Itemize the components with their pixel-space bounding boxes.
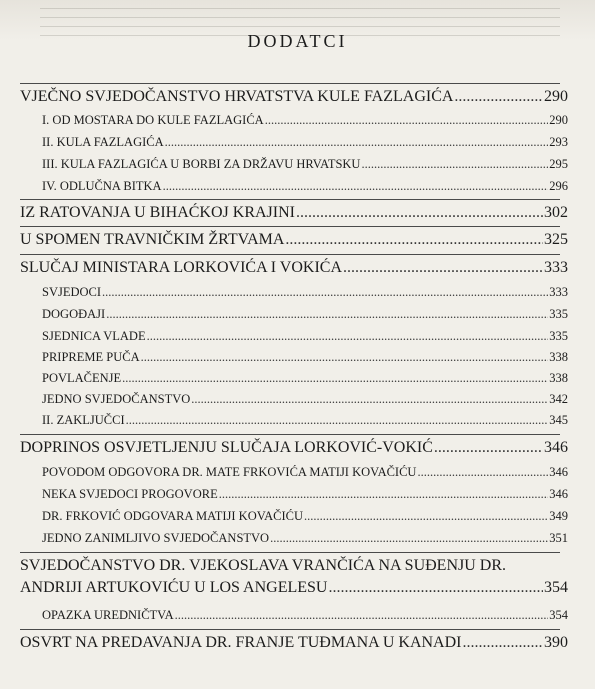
toc-subsection[interactable] xyxy=(20,329,568,344)
dot-leader xyxy=(434,439,543,457)
toc-subsection[interactable] xyxy=(20,371,568,386)
toc-page-number: 390 xyxy=(544,634,568,651)
toc-subsection[interactable] xyxy=(20,285,568,300)
dot-leader xyxy=(417,465,548,480)
toc-section[interactable] xyxy=(20,439,568,457)
dot-leader xyxy=(126,413,549,428)
toc-page-number: 346 xyxy=(549,487,568,501)
toc-title: SVJEDOCI xyxy=(42,285,102,299)
section-rule xyxy=(20,83,560,84)
dot-leader xyxy=(219,487,549,502)
dot-leader xyxy=(462,634,543,652)
dot-leader xyxy=(265,113,549,128)
toc-page-number: 354 xyxy=(549,608,568,622)
toc-title: IV. ODLUČNA BITKA xyxy=(42,179,162,193)
toc-title: OPAZKA UREDNIČTVA xyxy=(42,608,174,622)
dot-leader xyxy=(270,531,548,546)
page-title: DODATCI xyxy=(247,31,348,51)
toc-page-number: 333 xyxy=(544,259,568,276)
section-rule xyxy=(20,434,560,435)
toc-page-number: 338 xyxy=(549,371,568,385)
toc-section[interactable] xyxy=(20,88,568,106)
section-rule xyxy=(20,199,560,200)
toc-page-number: 342 xyxy=(549,392,568,406)
toc-title: OSVRT NA PREDAVANJA DR. FRANJE TUĐMANA U KANADI xyxy=(20,634,462,651)
toc-title: I. OD MOSTARA DO KULE FAZLAGIĆA xyxy=(42,113,264,127)
section-rule xyxy=(20,254,560,255)
toc-page-number: 351 xyxy=(549,531,568,545)
section-rule xyxy=(20,629,560,630)
toc-subsection[interactable] xyxy=(20,179,568,194)
toc-page-number: 335 xyxy=(549,307,568,321)
table-of-contents xyxy=(20,88,568,678)
section-rule xyxy=(20,552,560,553)
toc-subsection[interactable] xyxy=(20,608,568,623)
toc-title: II. ZAKLJUČCI xyxy=(42,413,125,427)
toc-title-line2: ANDRIJI ARTUKOVIĆU U LOS ANGELESU xyxy=(20,579,328,596)
dot-leader xyxy=(454,88,543,106)
toc-title: PRIPREME PUČA xyxy=(42,350,140,364)
toc-title: SLUČAJ MINISTARA LORKOVIĆA I VOKIĆA xyxy=(20,259,342,276)
dot-leader xyxy=(141,350,549,365)
toc-title: DR. FRKOVIĆ ODGOVARA MATIJI KOVAČIĆU xyxy=(42,509,304,523)
toc-subsection[interactable] xyxy=(20,509,568,524)
toc-page-number: 296 xyxy=(549,179,568,193)
toc-subsection[interactable] xyxy=(20,135,568,150)
toc-subsection[interactable] xyxy=(20,113,568,128)
dot-leader xyxy=(175,608,549,623)
dot-leader xyxy=(102,285,548,300)
toc-title: NEKA SVJEDOCI PROGOVORE xyxy=(42,487,218,501)
toc-title: IZ RATOVANJA U BIHAĆKOJ KRAJINI xyxy=(20,204,295,221)
toc-section[interactable] xyxy=(20,259,568,277)
toc-page-number: 346 xyxy=(544,439,568,456)
toc-title: II. KULA FAZLAGIĆA xyxy=(42,135,164,149)
dot-leader xyxy=(296,204,543,222)
toc-title: U SPOMEN TRAVNIČKIM ŽRTVAMA xyxy=(20,231,285,248)
toc-page-number: 293 xyxy=(549,135,568,149)
dot-leader xyxy=(165,135,549,150)
toc-section[interactable] xyxy=(20,634,568,652)
dot-leader xyxy=(106,307,548,322)
toc-title-line1: SVJEDOČANSTVO DR. VJEKOSLAVA VRANČIĆA NA SUĐENJU DR. xyxy=(20,557,507,574)
dot-leader xyxy=(122,371,548,386)
toc-subsection[interactable] xyxy=(20,413,568,428)
toc-title: JEDNO ZANIMLJIVO SVJEDOČANSTVO xyxy=(42,531,270,545)
toc-title: JEDNO SVJEDOČANSTVO xyxy=(42,392,191,406)
toc-subsection[interactable] xyxy=(20,392,568,407)
toc-section[interactable] xyxy=(20,204,568,222)
toc-section[interactable] xyxy=(20,557,568,597)
dot-leader xyxy=(285,231,543,249)
toc-page-number: 333 xyxy=(549,285,568,299)
toc-page-number: 295 xyxy=(549,157,568,171)
toc-title: III. KULA FAZLAGIĆA U BORBI ZA DRŽAVU HRVATSKU xyxy=(42,157,361,171)
toc-subsection[interactable] xyxy=(20,350,568,365)
dot-leader xyxy=(361,157,548,172)
dot-leader xyxy=(191,392,548,407)
toc-section[interactable] xyxy=(20,231,568,249)
toc-page-number: 325 xyxy=(544,231,568,248)
toc-subsection[interactable] xyxy=(20,531,568,546)
toc-page-number: 338 xyxy=(549,350,568,364)
toc-title: VJEČNO SVJEDOČANSTVO HRVATSTVA KULE FAZLAGIĆA xyxy=(20,88,454,105)
toc-page-number: 290 xyxy=(544,88,568,105)
dot-leader xyxy=(147,329,549,344)
toc-page-number: 349 xyxy=(549,509,568,523)
toc-subsection[interactable] xyxy=(20,157,568,172)
toc-subsection[interactable] xyxy=(20,465,568,480)
section-rule xyxy=(20,226,560,227)
toc-page-number: 335 xyxy=(549,329,568,343)
toc-page-number: 346 xyxy=(549,465,568,479)
toc-title: POVODOM ODGOVORA DR. MATE FRKOVIĆA MATIJI KOVAČIĆU xyxy=(42,465,417,479)
dot-leader xyxy=(328,579,543,597)
toc-title: SJEDNICA VLADE xyxy=(42,329,146,343)
toc-page-number: 302 xyxy=(544,204,568,221)
dot-leader xyxy=(343,259,543,277)
toc-page-number: 345 xyxy=(549,413,568,427)
toc-page-number: 354 xyxy=(544,579,568,596)
toc-title: POVLAČENJE xyxy=(42,371,122,385)
toc-subsection[interactable] xyxy=(20,307,568,322)
toc-title: DOPRINOS OSVJETLJENJU SLUČAJA LORKOVIĆ-VOKIĆ xyxy=(20,439,433,456)
toc-subsection[interactable] xyxy=(20,487,568,502)
dot-leader xyxy=(163,179,549,194)
toc-title: DOGOĐAJI xyxy=(42,307,106,321)
dot-leader xyxy=(304,509,548,524)
toc-page-number: 290 xyxy=(549,113,568,127)
